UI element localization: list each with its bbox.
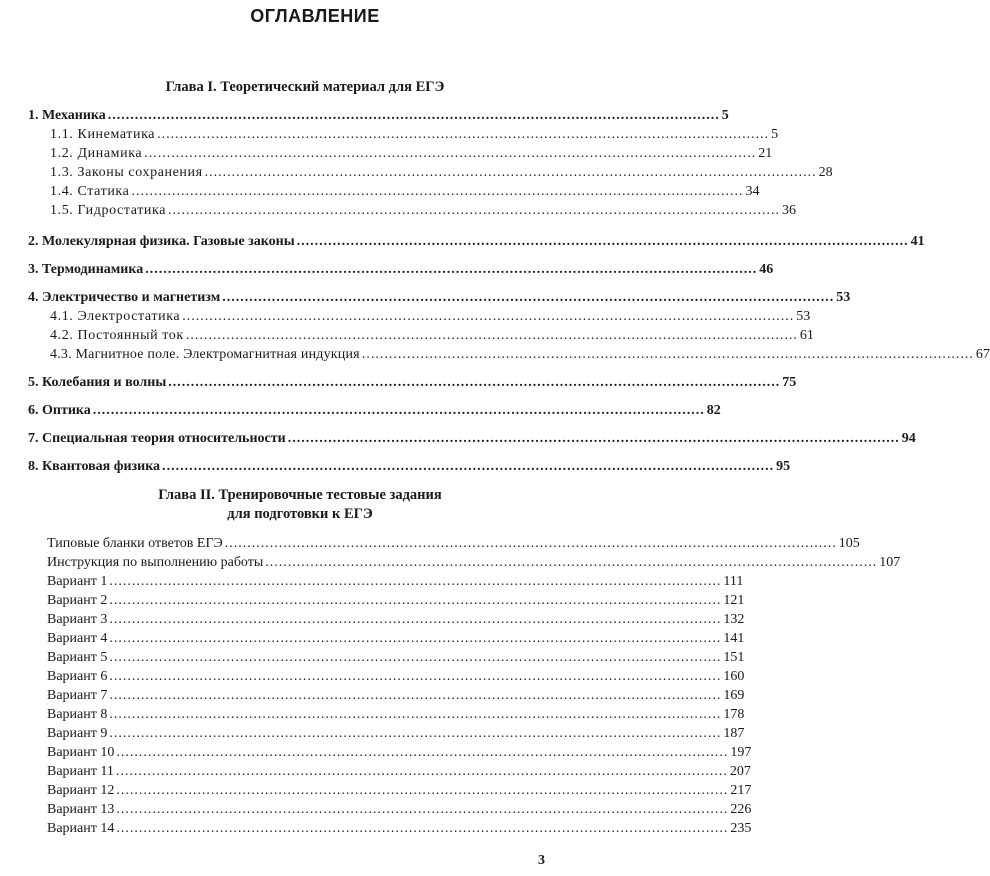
section-number: 1. bbox=[28, 108, 39, 123]
dot-leader: ........................................................................................................................................ bbox=[109, 650, 722, 665]
section-label: Оптика bbox=[42, 403, 91, 418]
page-ref: 67 bbox=[975, 347, 990, 362]
section-number: 4. bbox=[28, 290, 39, 305]
page-ref: 41 bbox=[910, 234, 925, 249]
section-number: 6. bbox=[28, 403, 39, 418]
entry-label: Вариант 6 bbox=[47, 669, 108, 684]
section-label: Термодинамика bbox=[42, 262, 144, 277]
subsection-number: 1.3. bbox=[50, 165, 74, 180]
entry-label: Вариант 14 bbox=[47, 821, 115, 836]
entry-label: Инструкция по выполнению работы bbox=[47, 555, 264, 570]
page-ref: 226 bbox=[730, 802, 752, 817]
section-label: Колебания и волны bbox=[42, 375, 167, 390]
toc-entry-variant-10[interactable] bbox=[47, 744, 752, 762]
page-ref: 197 bbox=[730, 745, 752, 760]
dot-leader: ........................................................................................................................................ bbox=[145, 262, 758, 277]
toc-entry-variant-8[interactable] bbox=[47, 706, 745, 724]
toc-entry-variant-9[interactable] bbox=[47, 725, 745, 743]
page-ref: 28 bbox=[818, 165, 833, 180]
dot-leader: ........................................................................................................................................ bbox=[361, 347, 974, 362]
dot-leader: ........................................................................................................................................ bbox=[182, 309, 795, 324]
toc-entry-answer-forms[interactable] bbox=[47, 535, 860, 553]
entry-label: Вариант 1 bbox=[47, 574, 108, 589]
dot-leader: ........................................................................................................................................ bbox=[224, 536, 837, 551]
page-ref: 121 bbox=[723, 593, 745, 608]
toc-section-mechanics[interactable] bbox=[28, 107, 729, 125]
subsection-number: 1.4. bbox=[50, 184, 74, 199]
page-number: 3 bbox=[538, 853, 545, 868]
dot-leader: ........................................................................................................................................ bbox=[109, 631, 722, 646]
chapter-1-heading: Глава I. Теоретический материал для ЕГЭ bbox=[165, 79, 445, 95]
toc-entry-variant-1[interactable] bbox=[47, 573, 744, 591]
toc-entry-variant-5[interactable] bbox=[47, 649, 745, 667]
section-number: 2. bbox=[28, 234, 39, 249]
dot-leader: ........................................................................................................................................ bbox=[116, 783, 729, 798]
subsection-label: Кинематика bbox=[77, 127, 156, 142]
dot-leader: ........................................................................................................................................ bbox=[222, 290, 835, 305]
page-ref: 105 bbox=[838, 536, 860, 551]
page-ref: 169 bbox=[723, 688, 745, 703]
entry-label: Вариант 3 bbox=[47, 612, 108, 627]
toc-entry-variant-2[interactable] bbox=[47, 592, 745, 610]
dot-leader: ........................................................................................................................................ bbox=[109, 688, 722, 703]
page-title: ОГЛАВЛЕНИЕ bbox=[250, 6, 380, 26]
subsection-label: Постоянный ток bbox=[77, 328, 184, 343]
section-label: Механика bbox=[42, 108, 106, 123]
toc-entry-variant-7[interactable] bbox=[47, 687, 745, 705]
dot-leader: ........................................................................................................................................ bbox=[109, 707, 722, 722]
dot-leader: ........................................................................................................................................ bbox=[116, 821, 729, 836]
dot-leader: ........................................................................................................................................ bbox=[157, 127, 770, 142]
page-ref: 36 bbox=[782, 203, 797, 218]
subsection-label: Электростатика bbox=[77, 309, 181, 324]
dot-leader: ........................................................................................................................................ bbox=[185, 328, 798, 343]
chapter-2-heading-line-1: Глава II. Тренировочные тестовые задания bbox=[158, 487, 442, 503]
dot-leader: ........................................................................................................................................ bbox=[109, 726, 722, 741]
toc-subsection-hydrostatics[interactable] bbox=[50, 202, 797, 220]
subsection-number: 1.1. bbox=[50, 127, 74, 142]
page-ref: 61 bbox=[799, 328, 814, 343]
page-ref: 75 bbox=[782, 375, 797, 390]
dot-leader: ........................................................................................................................................ bbox=[107, 108, 720, 123]
page-ref: 151 bbox=[723, 650, 745, 665]
toc-subsection-statics[interactable] bbox=[50, 183, 760, 201]
entry-label: Вариант 9 bbox=[47, 726, 108, 741]
page-ref: 217 bbox=[730, 783, 752, 798]
page-ref: 82 bbox=[706, 403, 721, 418]
page-ref: 160 bbox=[723, 669, 745, 684]
page-ref: 53 bbox=[836, 290, 851, 305]
section-label: Квантовая физика bbox=[42, 459, 161, 474]
dot-leader: ........................................................................................................................................ bbox=[116, 802, 729, 817]
toc-subsection-conservation-laws[interactable] bbox=[50, 164, 833, 182]
dot-leader: ........................................................................................................................................ bbox=[162, 459, 775, 474]
toc-section-quantum-physics[interactable] bbox=[28, 458, 791, 476]
subsection-number: 1.2. bbox=[50, 146, 74, 161]
dot-leader: ........................................................................................................................................ bbox=[115, 764, 728, 779]
page-ref: 111 bbox=[723, 574, 744, 589]
toc-entry-variant-3[interactable] bbox=[47, 611, 745, 629]
page-ref: 107 bbox=[879, 555, 901, 570]
entry-label: Вариант 12 bbox=[47, 783, 115, 798]
page-ref: 46 bbox=[759, 262, 774, 277]
subsection-label: Динамика bbox=[77, 146, 143, 161]
toc-entry-variant-12[interactable] bbox=[47, 782, 752, 800]
page-ref: 141 bbox=[723, 631, 745, 646]
section-label: Электричество и магнетизм bbox=[42, 290, 221, 305]
dot-leader: ........................................................................................................................................ bbox=[109, 669, 722, 684]
page-ref: 132 bbox=[723, 612, 745, 627]
section-number: 5. bbox=[28, 375, 39, 390]
entry-label: Типовые бланки ответов ЕГЭ bbox=[47, 536, 223, 551]
entry-label: Вариант 8 bbox=[47, 707, 108, 722]
subsection-number: 4.2. bbox=[50, 328, 74, 343]
subsection-label: Статика bbox=[77, 184, 130, 199]
page-ref: 34 bbox=[745, 184, 760, 199]
toc-subsection-kinematics[interactable] bbox=[50, 126, 779, 144]
toc-entry-variant-11[interactable] bbox=[47, 763, 751, 781]
dot-leader: ........................................................................................................................................ bbox=[168, 203, 781, 218]
section-number: 8. bbox=[28, 459, 39, 474]
toc-entry-variant-14[interactable] bbox=[47, 820, 752, 838]
section-number: 7. bbox=[28, 431, 39, 446]
entry-label: Вариант 7 bbox=[47, 688, 108, 703]
dot-leader: ........................................................................................................................................ bbox=[296, 234, 909, 249]
dot-leader: ........................................................................................................................................ bbox=[144, 146, 757, 161]
dot-leader: ........................................................................................................................................ bbox=[109, 574, 722, 589]
page-ref: 95 bbox=[776, 459, 791, 474]
toc-section-electricity-magnetism[interactable] bbox=[28, 289, 851, 307]
entry-label: Вариант 5 bbox=[47, 650, 108, 665]
page-ref: 5 bbox=[771, 127, 779, 142]
page-ref: 207 bbox=[729, 764, 751, 779]
toc-subsection-magnetic-field[interactable] bbox=[50, 346, 990, 364]
page-ref: 187 bbox=[723, 726, 745, 741]
toc-entry-variant-13[interactable] bbox=[47, 801, 752, 819]
entry-label: Вариант 11 bbox=[47, 764, 114, 779]
subsection-label: Магнитное поле. Электромагнитная индукция bbox=[75, 347, 360, 362]
toc-section-relativity[interactable] bbox=[28, 430, 916, 448]
subsection-number: 4.1. bbox=[50, 309, 74, 324]
entry-label: Вариант 4 bbox=[47, 631, 108, 646]
section-number: 3. bbox=[28, 262, 39, 277]
toc-entry-variant-4[interactable] bbox=[47, 630, 745, 648]
toc-section-oscillations-waves[interactable] bbox=[28, 374, 797, 392]
dot-leader: ........................................................................................................................................ bbox=[109, 612, 722, 627]
page-ref: 21 bbox=[758, 146, 773, 161]
dot-leader: ........................................................................................................................................ bbox=[287, 431, 900, 446]
page-ref: 178 bbox=[723, 707, 745, 722]
page-ref: 53 bbox=[796, 309, 811, 324]
page-ref: 5 bbox=[721, 108, 729, 123]
subsection-number: 4.3. bbox=[50, 347, 72, 362]
section-label: Молекулярная физика. Газовые законы bbox=[42, 234, 295, 249]
dot-leader: ........................................................................................................................................ bbox=[131, 184, 744, 199]
toc-subsection-electrostatics[interactable] bbox=[50, 308, 811, 326]
toc-section-molecular-physics[interactable] bbox=[28, 233, 925, 251]
subsection-label: Гидростатика bbox=[77, 203, 167, 218]
dot-leader: ........................................................................................................................................ bbox=[109, 593, 722, 608]
toc-section-optics[interactable] bbox=[28, 402, 721, 420]
toc-subsection-dynamics[interactable] bbox=[50, 145, 773, 163]
entry-label: Вариант 10 bbox=[47, 745, 115, 760]
subsection-number: 1.5. bbox=[50, 203, 74, 218]
chapter-2-heading-line-2: для подготовки к ЕГЭ bbox=[227, 506, 373, 522]
dot-leader: ........................................................................................................................................ bbox=[168, 375, 781, 390]
toc-subsection-direct-current[interactable] bbox=[50, 327, 814, 345]
subsection-label: Законы сохранения bbox=[77, 165, 203, 180]
toc-section-thermodynamics[interactable] bbox=[28, 261, 774, 279]
dot-leader: ........................................................................................................................................ bbox=[265, 555, 878, 570]
dot-leader: ........................................................................................................................................ bbox=[116, 745, 729, 760]
page-ref: 235 bbox=[730, 821, 752, 836]
toc-entry-instructions[interactable] bbox=[47, 554, 901, 572]
page-ref: 94 bbox=[901, 431, 916, 446]
dot-leader: ........................................................................................................................................ bbox=[204, 165, 817, 180]
dot-leader: ........................................................................................................................................ bbox=[92, 403, 705, 418]
entry-label: Вариант 13 bbox=[47, 802, 115, 817]
toc-entry-variant-6[interactable] bbox=[47, 668, 745, 686]
section-label: Специальная теория относительности bbox=[42, 431, 286, 446]
entry-label: Вариант 2 bbox=[47, 593, 108, 608]
